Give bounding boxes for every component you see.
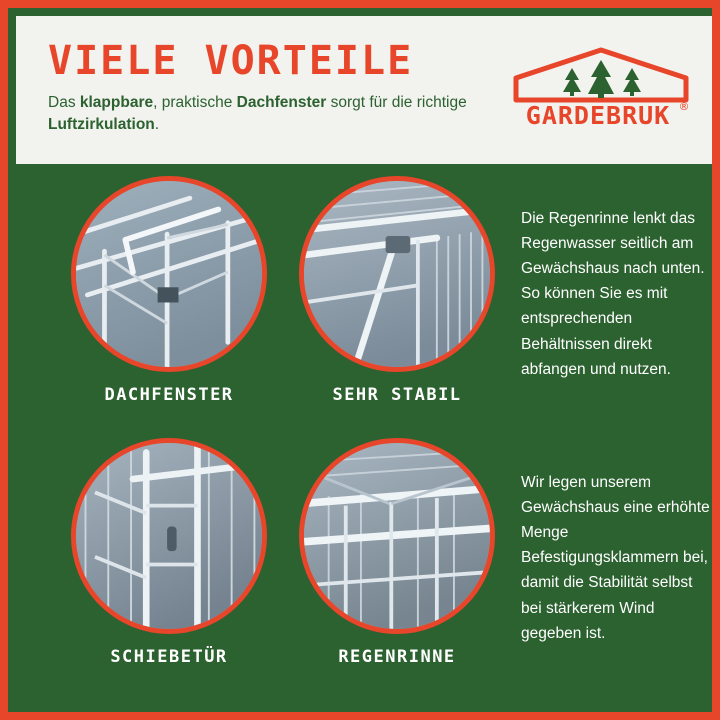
- feature-regenrinne-photo: [299, 438, 495, 634]
- feature-sehr-stabil: [288, 176, 506, 405]
- feature-regenrinne-caption: REGENRINNE: [338, 647, 456, 667]
- subtitle-part-3: , praktische: [153, 94, 237, 111]
- page-subtitle: [48, 92, 478, 137]
- subtitle-part-7: .: [154, 116, 160, 134]
- brand-logo: [508, 44, 694, 136]
- feature-sehr-stabil-caption: SEHR STABIL: [332, 385, 462, 405]
- feature-regenrinne: [288, 438, 506, 667]
- registered-mark: ®: [678, 100, 690, 113]
- text-gutter: Die Regenrinne lenkt das Regenwasser seitlich am Gewächshaus nach unten. So können Sie es mit entsprechenden Behältnissen direkt abfangen und nutzen.: [521, 210, 705, 378]
- page-title: VIELE VORTEILE: [48, 38, 414, 84]
- subtitle-part-1: Das: [48, 94, 80, 111]
- feature-dachfenster-caption: DACHFENSTER: [104, 385, 234, 405]
- subtitle-part-2: klappbare: [79, 94, 154, 111]
- features-area: [16, 164, 720, 720]
- pine-trees-in-house-outline-icon: [516, 50, 686, 100]
- feature-dachfenster-photo: [71, 176, 267, 372]
- text-clamps: Wir legen unserem Gewächshaus eine erhöhte Menge Befestigungsklammern bei, damit die Stabilität selbst bei stärkerem Wind gegeben ist.: [521, 474, 710, 642]
- feature-dachfenster: [60, 176, 278, 405]
- feature-sehr-stabil-photo: [299, 176, 495, 372]
- subtitle-part-5: sorgt für die richtige: [326, 94, 467, 111]
- feature-schiebetuer-caption: SCHIEBETÜR: [110, 647, 228, 667]
- header: [16, 16, 720, 164]
- subtitle-part-4: Dachfenster: [236, 94, 327, 111]
- subtitle-part-6: Luftzirkulation: [48, 116, 155, 134]
- feature-schiebetuer-photo: [71, 438, 267, 634]
- feature-schiebetuer: [60, 438, 278, 667]
- brand-name: GARDEBRUK: [525, 101, 671, 130]
